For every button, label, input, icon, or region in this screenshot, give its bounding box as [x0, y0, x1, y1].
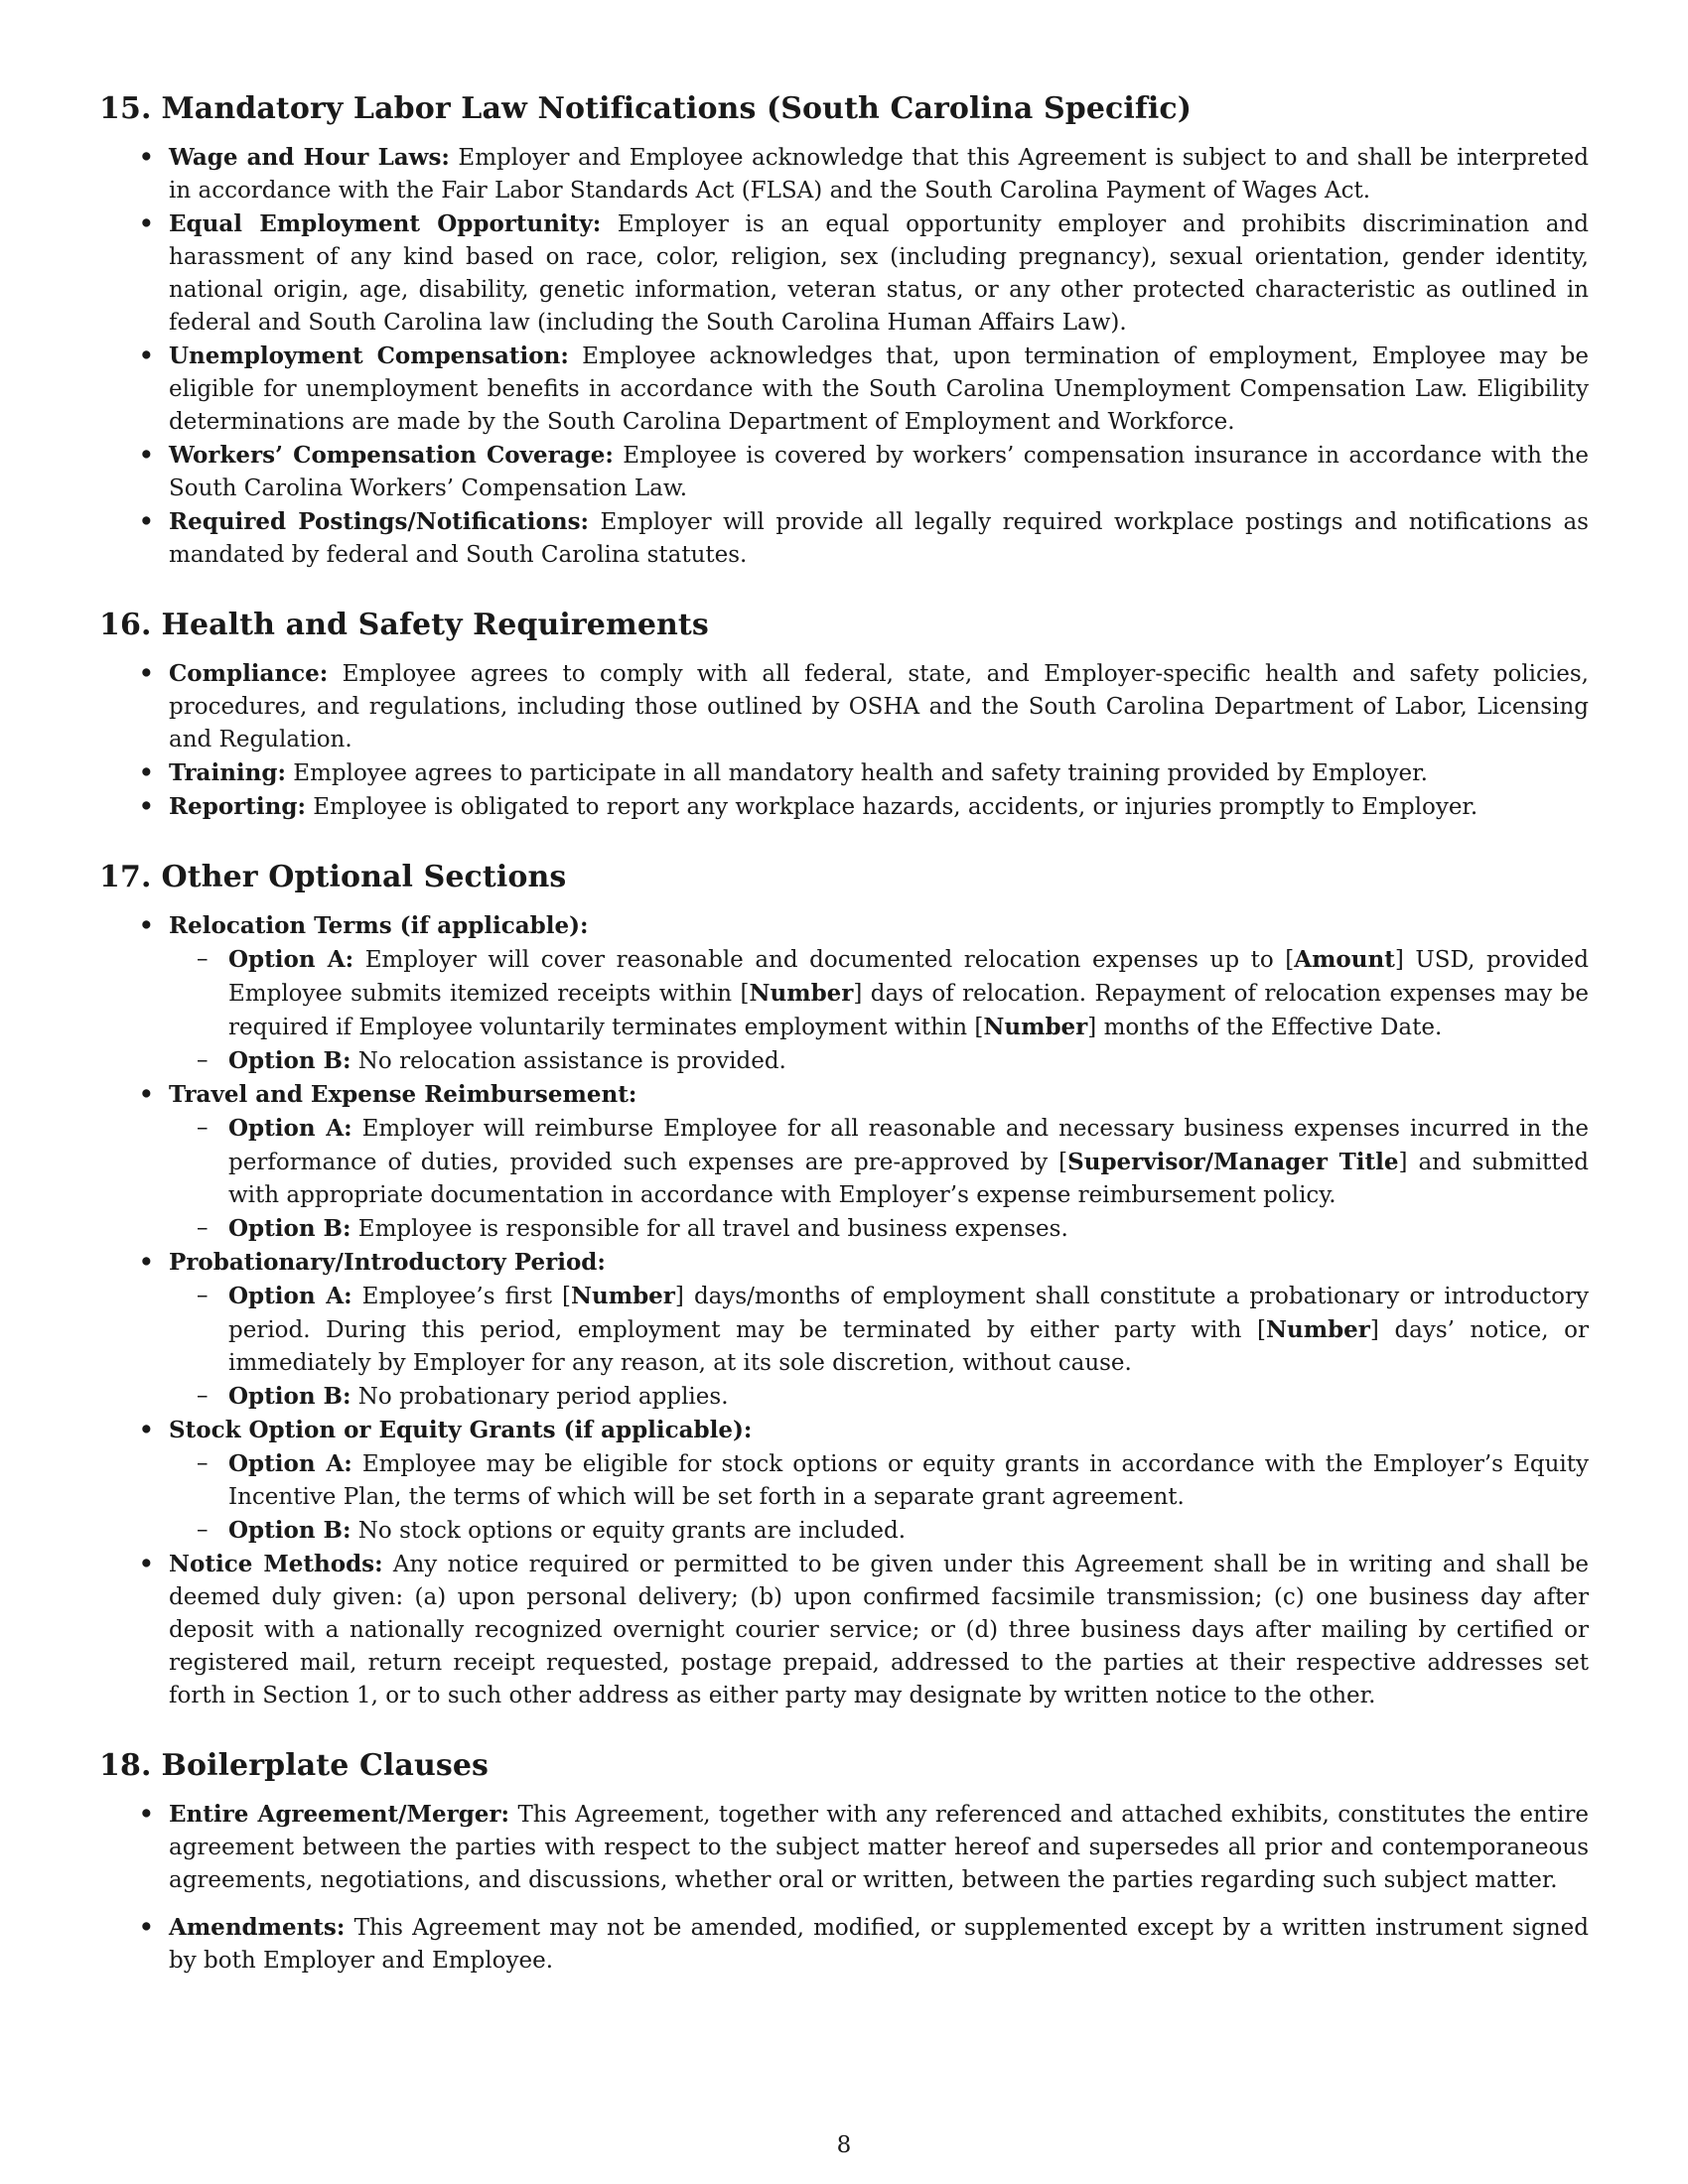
- option-text: Employee is responsible for all travel and business expenses.: [351, 1216, 1068, 1242]
- placeholder-field: Number: [749, 980, 854, 1007]
- section-15: [99, 91, 1589, 572]
- list-item: [169, 790, 1589, 824]
- option-item: [228, 1514, 1589, 1548]
- list-item: [169, 1246, 1589, 1414]
- option-label: Option B:: [228, 1517, 352, 1544]
- placeholder-field: Supervisor/Manager Title: [1067, 1149, 1399, 1175]
- item-label: Relocation Terms (if applicable):: [169, 912, 589, 939]
- option-text: No relocation assistance is provided.: [351, 1048, 786, 1074]
- option-label: Option A:: [228, 1283, 352, 1309]
- section-number: 18.: [99, 1748, 152, 1783]
- option-text: No probationary period applies.: [351, 1384, 729, 1410]
- option-label: Option B:: [228, 1047, 352, 1074]
- placeholder-field: Number: [571, 1283, 675, 1309]
- section-number: 15.: [99, 91, 152, 126]
- section-title: Other Optional Sections: [161, 860, 567, 894]
- section-list: [99, 909, 1589, 1712]
- option-text: Employer will reimburse Employee for all reasonable and necessary business expenses incurred in the performance of duties, provided such expenses are pre-approved by [: [228, 1116, 1589, 1175]
- option-list: [169, 1112, 1589, 1246]
- item-text: Employer will provide all legally required workplace postings and notifications as mandated by federal and South Carolina statutes.: [169, 509, 1589, 568]
- section-list: [99, 1798, 1589, 1978]
- item-text: Employee is covered by workers’ compensation insurance in accordance with the South Carolina Workers’ Compensation Law.: [169, 443, 1589, 501]
- list-item: [169, 1798, 1589, 1897]
- option-text: ] days’ notice, or immediately by Employer for any reason, at its sole discretion, without cause.: [228, 1317, 1590, 1376]
- item-label: Compliance:: [169, 660, 329, 687]
- option-text: ] months of the Effective Date.: [1087, 1015, 1443, 1040]
- list-item: [169, 1078, 1589, 1246]
- option-label: Option A:: [228, 1450, 352, 1477]
- item-text: Employer and Employee acknowledge that this Agreement is subject to and shall be interpreted in accordance with the Fair Labor Standards Act (FLSA) and the South Carolina Payment of Wages Act.: [169, 145, 1589, 204]
- option-text: ] days of relocation. Repayment of relocation expenses may be required if Employee voluntarily terminates employment within [: [228, 981, 1590, 1040]
- section-list: [99, 657, 1589, 824]
- item-text: Any notice required or permitted to be given under this Agreement shall be in writing and shall be deemed duly given: (a) upon personal delivery; (b) upon confirmed facsimile transmission; (c) one business day after deposit with a nationally recognized overnight courier service; or (d) three business days after mailing by certified or registered mail, return receipt requested, postage prepaid, addressed to the parties at their respective addresses set forth in Section 1, or to such other address as either party may designate by written notice to the other.: [169, 1552, 1589, 1708]
- item-label: Equal Employment Opportunity:: [169, 210, 602, 237]
- list-item: [169, 1911, 1589, 1978]
- option-text: No stock options or equity grants are included.: [351, 1518, 907, 1544]
- option-list: [169, 943, 1589, 1078]
- item-text: Employee is obligated to report any workplace hazards, accidents, or injuries promptly to Employer.: [305, 794, 1478, 820]
- option-text: Employee’s first [: [352, 1284, 571, 1309]
- list-item: [169, 657, 1589, 756]
- item-label: Notice Methods:: [169, 1551, 383, 1577]
- item-label: Stock Option or Equity Grants (if applicable):: [169, 1417, 753, 1443]
- list-item: [169, 207, 1589, 340]
- section-title: Boilerplate Clauses: [161, 1748, 490, 1783]
- section-16: [99, 608, 1589, 824]
- option-text: ] and submitted with appropriate documentation in accordance with Employer’s expense reimbursement policy.: [228, 1150, 1589, 1208]
- option-list: [169, 1447, 1589, 1548]
- section-title: Health and Safety Requirements: [161, 608, 709, 642]
- item-text: This Agreement may not be amended, modified, or supplemented except by a written instrument signed by both Employer and Employee.: [169, 1915, 1589, 1974]
- option-item: [228, 1212, 1589, 1246]
- option-text: Employee may be eligible for stock options or equity grants in accordance with the Employer’s Equity Incentive Plan, the terms of which will be set forth in a separate grant agreement.: [228, 1451, 1589, 1510]
- list-item: [169, 340, 1589, 439]
- list-item: [169, 756, 1589, 790]
- item-label: Reporting:: [169, 793, 306, 820]
- item-text: Employer is an equal opportunity employer and prohibits discrimination and harassment of any kind based on race, color, religion, sex (including pregnancy), sexual orientation, gender identity, national origin, age, disability, genetic information, veteran status, or any other protected characteristic as outlined in federal and South Carolina law (including the South Carolina Human Affairs Law).: [169, 211, 1589, 336]
- list-item: [169, 909, 1589, 1078]
- section-title: Mandatory Labor Law Notifications (South Carolina Specific): [161, 91, 1193, 126]
- item-label: Workers’ Compensation Coverage:: [169, 442, 614, 469]
- option-label: Option B:: [228, 1215, 352, 1242]
- item-label: Travel and Expense Reimbursement:: [169, 1081, 637, 1108]
- option-item: [228, 1280, 1589, 1380]
- option-item: [228, 1447, 1589, 1514]
- section-heading: [99, 860, 1589, 895]
- item-label: Wage and Hour Laws:: [169, 144, 450, 171]
- item-text: Employee agrees to comply with all federal, state, and Employer-specific health and safety policies, procedures, and regulations, including those outlined by OSHA and the South Carolina Department of Labor, Licensing and Regulation.: [169, 661, 1589, 752]
- placeholder-field: Number: [983, 1014, 1088, 1040]
- page-number: 8: [836, 2132, 852, 2158]
- section-heading: [99, 1748, 1589, 1784]
- placeholder-field: Number: [1266, 1316, 1370, 1343]
- item-text: This Agreement, together with any referenced and attached exhibits, constitutes the entire agreement between the parties with respect to the subject matter hereof and supersedes all prior and contemporaneous agreements, negotiations, and discussions, whether oral or written, between the parties regarding such subject matter.: [169, 1802, 1590, 1893]
- option-item: [228, 1044, 1589, 1078]
- option-text: ] days/months of employment shall constitute a probationary or introductory period. During this period, employment may be terminated by either party with [: [228, 1284, 1589, 1343]
- item-text: Employee acknowledges that, upon termination of employment, Employee may be eligible for unemployment benefits in accordance with the South Carolina Unemployment Compensation Law. Eligibility determinations are made by the South Carolina Department of Employment and Workforce.: [169, 343, 1589, 435]
- list-item: [169, 505, 1589, 572]
- item-label: Required Postings/Notifications:: [169, 508, 590, 535]
- item-label: Unemployment Compensation:: [169, 342, 569, 369]
- section-17: [99, 860, 1589, 1712]
- item-text: Employee agrees to participate in all mandatory health and safety training provided by Employer.: [285, 760, 1428, 786]
- document-page: [99, 91, 1589, 2013]
- section-list: [99, 141, 1589, 572]
- option-text: Employer will cover reasonable and documented relocation expenses up to [: [353, 947, 1295, 973]
- list-item: [169, 1548, 1589, 1712]
- section-heading: [99, 608, 1589, 643]
- item-label: Entire Agreement/Merger:: [169, 1801, 510, 1828]
- option-item: [228, 1380, 1589, 1414]
- list-item: [169, 439, 1589, 505]
- option-label: Option B:: [228, 1383, 352, 1410]
- option-text: ] USD, provided Employee submits itemized receipts within [: [228, 947, 1589, 1007]
- section-number: 16.: [99, 608, 152, 642]
- section-heading: [99, 91, 1589, 127]
- section-18: [99, 1748, 1589, 1978]
- option-label: Option A:: [228, 1115, 352, 1142]
- list-item: [169, 1414, 1589, 1548]
- placeholder-field: Amount: [1294, 946, 1395, 973]
- item-label: Training:: [169, 759, 286, 786]
- item-label: Probationary/Introductory Period:: [169, 1249, 606, 1276]
- option-list: [169, 1280, 1589, 1414]
- section-number: 17.: [99, 860, 152, 894]
- list-item: [169, 141, 1589, 207]
- item-label: Amendments:: [169, 1914, 346, 1941]
- option-label: Option A:: [228, 946, 354, 973]
- option-item: [228, 943, 1589, 1044]
- option-item: [228, 1112, 1589, 1212]
